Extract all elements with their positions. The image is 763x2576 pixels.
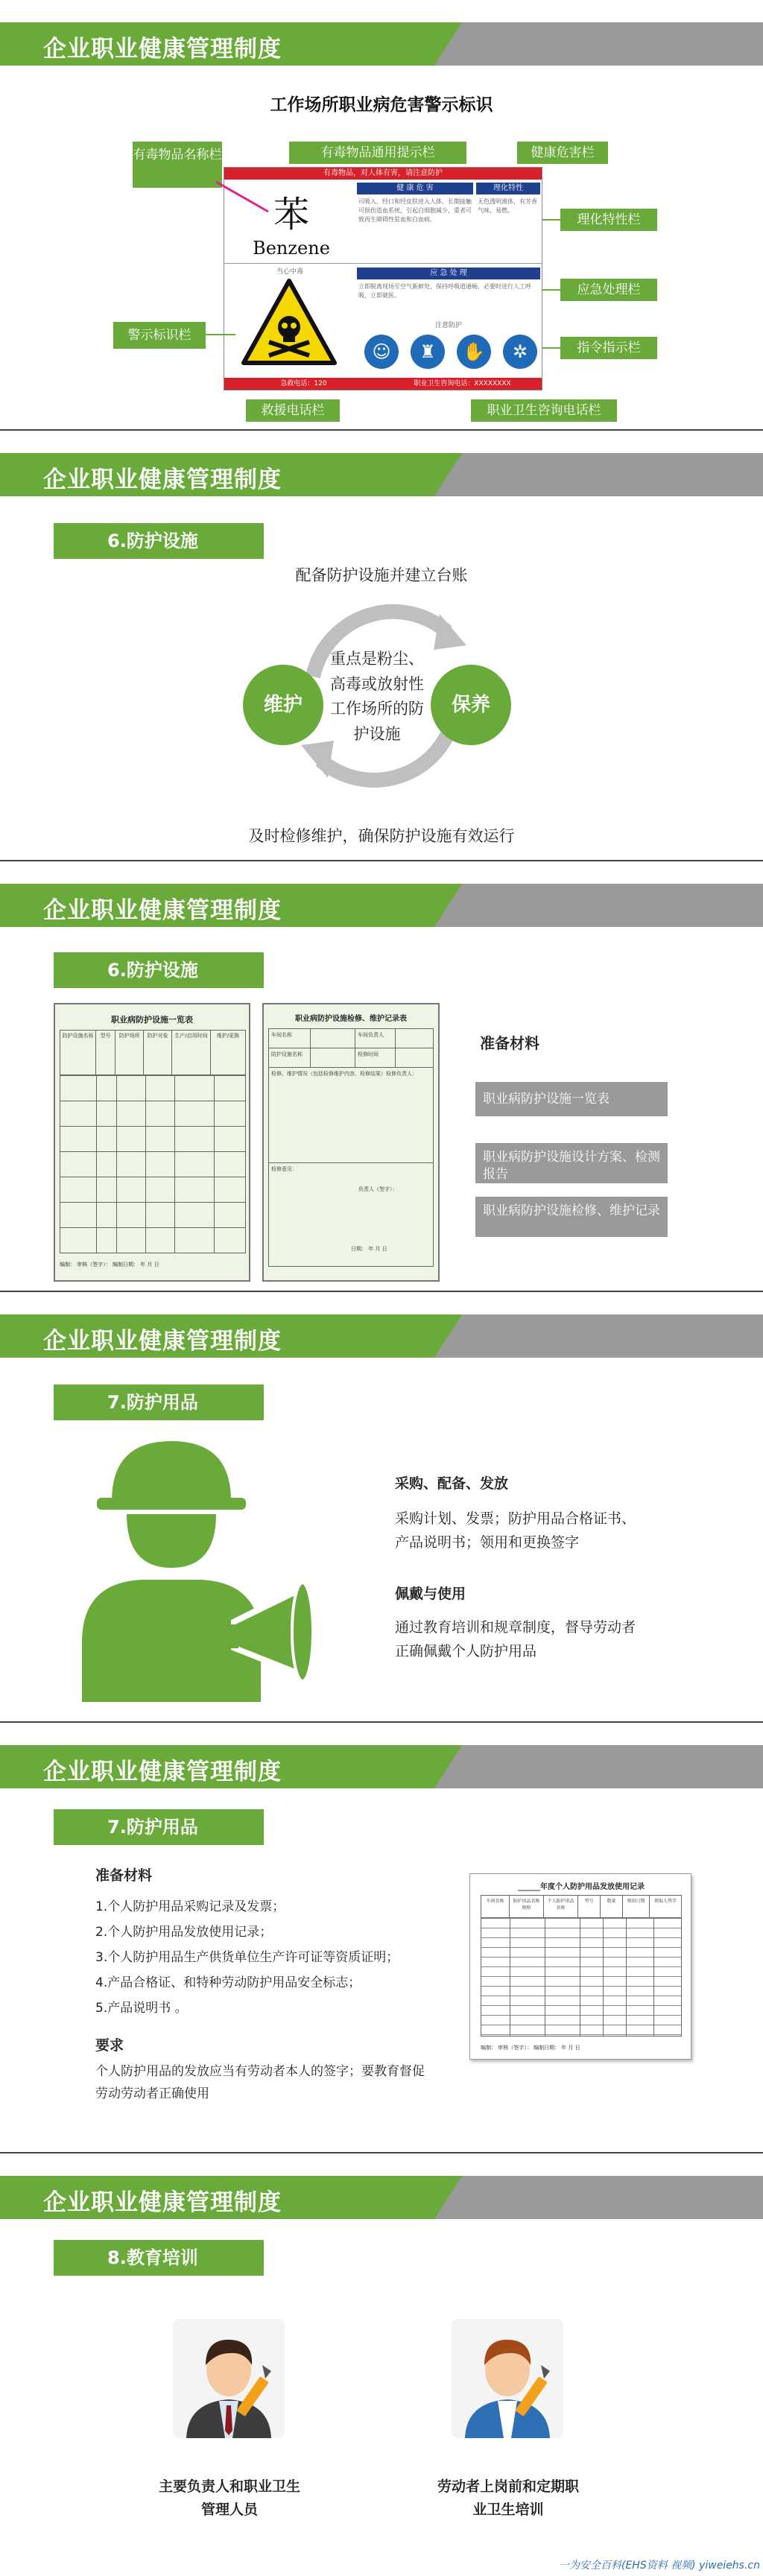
- doc-table: [481, 1895, 682, 2037]
- header-title: 企业职业健康管理制度: [43, 897, 282, 924]
- material-item-2: 职业病防护设施设计方案、检测报告: [475, 1143, 668, 1183]
- doc1-header-cell: 维护/更换: [216, 1033, 240, 1039]
- slide-warning-sign: [0, 0, 763, 429]
- ventilation-icon: ✲: [503, 335, 537, 369]
- header-banner: [0, 453, 763, 496]
- cycle-center-text: 重点是粉尘、高毒或放射性工作场所的防护设施: [330, 650, 424, 743]
- doc-rows: [481, 1918, 681, 2036]
- doc1-header-cell: 防护设施名称: [60, 1031, 96, 1075]
- rescue-phone-bar: 急救电话：120: [224, 378, 383, 390]
- doc1-header-cell: 型号: [96, 1031, 115, 1075]
- callout-general-tip: 有毒物品通用提示栏: [289, 142, 466, 164]
- header-title: 企业职业健康管理制度: [43, 2189, 282, 2216]
- physchem-title: 理化特性: [476, 183, 540, 194]
- instruction-icons: [363, 332, 539, 373]
- callout-emergency: 应急处理栏: [560, 279, 657, 301]
- divider: [224, 263, 542, 264]
- maintain-circle: [243, 665, 323, 745]
- doc1-header-cell: 防护对象: [144, 1031, 172, 1075]
- doc1-header-cell: 生产/启用时间: [172, 1031, 211, 1075]
- doc-title: ______年度个人防护用品发放使用记录: [518, 1883, 645, 1891]
- worker-training-label: 劳动者上岗前和定期职业卫生培训: [437, 2478, 579, 2519]
- doc1-rows: [60, 1075, 245, 1253]
- header-banner: [0, 884, 763, 927]
- procurement-heading: 采购、配备、发放: [395, 1475, 509, 1492]
- slide-equipment-materials: [0, 1723, 763, 2152]
- header-banner: [0, 1745, 763, 1788]
- cycle-bottom-text: 及时检修维护，确保防护设施有效运行: [248, 827, 515, 845]
- header-title: 企业职业健康管理制度: [43, 466, 282, 493]
- physchem-text: 无色透明液体，有芳香气味，易燃。: [478, 198, 537, 214]
- health-hazard-title: 健 康 危 害: [357, 183, 473, 194]
- callout-rescue-phone: 救援电话栏: [246, 399, 340, 422]
- material-item-1: 职业病防护设施一览表: [475, 1082, 668, 1116]
- toxic-warning-icon: [241, 278, 338, 366]
- callout-consult-phone: 职业卫生咨询电话栏: [471, 399, 617, 422]
- pointer-line: [216, 179, 276, 224]
- doc1-header-cell: 防护场所: [115, 1031, 144, 1075]
- doc1-table: [60, 1030, 246, 1253]
- manager-avatar-icon: [173, 2319, 285, 2438]
- header-banner: [0, 1314, 763, 1358]
- consult-phone-bar: 职业卫生咨询电话：XXXXXXXX: [383, 378, 542, 390]
- doc-header-row: 车间名称 防护用品名称规格 个人防护用品名称 型号 数量 领用日期 领取人签字: [481, 1896, 681, 1918]
- material-item-1: 1.个人防护用品采购记录及发票；: [95, 1899, 285, 1914]
- mask-icon: ☺: [364, 335, 399, 369]
- section-tag: 7.防护用品: [54, 1809, 264, 1845]
- upkeep-circle: [431, 665, 511, 745]
- header-banner: [0, 2176, 763, 2219]
- facility-list-document: [54, 1003, 250, 1282]
- health-hazard-text: 可吸入、经口和经皮肤进入人体，长期接触可损伤造血系统，引起白细胞减少，重者可致再生障碍性贫血和白血病。: [358, 198, 472, 223]
- material-item-5: 5.产品说明书 。: [95, 2001, 188, 2016]
- slide-training: [0, 2153, 763, 2576]
- callout-health-hazard: 健康危害栏: [517, 142, 608, 164]
- emergency-title: 应 急 处 理: [357, 268, 540, 279]
- doc1-footer: 编制： 审核（签字）： 编制日期： 年 月 日: [60, 1262, 159, 1268]
- upkeep-label: 保养: [451, 694, 490, 716]
- issue-record-document: [469, 1873, 691, 2060]
- prep-title: 准备材料: [480, 1034, 539, 1052]
- slide-protective-facilities-cycle: [0, 431, 763, 860]
- slide-heading: 工作场所职业病危害警示标识: [270, 95, 493, 115]
- section-tag: 6.防护设施: [54, 523, 264, 559]
- callout-warning-sign: 警示标识栏: [113, 322, 206, 349]
- doc2-row2: 防护设施名称 检修时间: [269, 1048, 433, 1068]
- gloves-icon: ✋: [457, 335, 491, 369]
- wear-label: 注意防护: [434, 322, 462, 329]
- header-title: 企业职业健康管理制度: [43, 36, 282, 63]
- doc2-row1: 车间名称 车间负责人: [269, 1029, 433, 1048]
- usage-heading: 佩戴与使用: [395, 1586, 466, 1602]
- worker-avatar-icon: [452, 2319, 563, 2438]
- callout-instruction: 指令指示栏: [560, 337, 657, 359]
- callout-physchem: 理化特性栏: [560, 209, 657, 231]
- cycle-top-text: 配备防护设施并建立台账: [295, 566, 468, 584]
- section-tag: 7.防护用品: [54, 1384, 264, 1420]
- requirement-text: 个人防护用品的发放应当有劳动者本人的签字；要教育督促劳动劳动者正确使用: [95, 2064, 425, 2101]
- substance-name-en: Benzene: [253, 238, 330, 259]
- footer-watermark[interactable]: 一为安全百科(EHS资料 视频) yiweiehs.cn: [558, 2560, 760, 2572]
- material-item-3: 职业病防护设施检修、维护记录: [475, 1197, 668, 1237]
- doc2-row4: 检修意见： 负责人（签字）： 日期： 年 月 日: [271, 1166, 398, 1252]
- emergency-text: 立即脱离现场至空气新鲜处，保持呼吸道通畅，必要时进行人工呼吸，立即就医。: [358, 283, 531, 299]
- prep-title: 准备材料: [95, 1867, 153, 1884]
- slide-protective-equipment: [0, 1292, 763, 1721]
- material-item-4: 4.产品合格证、和特种劳动防护用品安全标志；: [95, 1975, 361, 1990]
- substance-name-cn: 苯: [273, 194, 309, 235]
- card-top-bar: 有毒物品，对人体有害，请注意防护: [224, 168, 542, 180]
- procurement-text: 采购计划、发票；防护用品合格证书、产品说明书；领用和更换签字: [395, 1510, 636, 1551]
- facility-maintenance-document: [262, 1003, 440, 1282]
- material-item-3: 3.个人防护用品生产供货单位生产许可证等资质证明；: [95, 1950, 399, 1965]
- header-banner: [0, 22, 763, 66]
- material-item-2: 2.个人防护用品发放使用记录；: [95, 1925, 273, 1940]
- doc-footer: 编制： 审核（签字）： 编制日期： 年 月 日: [481, 2045, 580, 2051]
- suit-icon: ♜: [411, 335, 445, 369]
- doc2-title: 职业病防护设施检修、维护记录表: [295, 1015, 407, 1023]
- doc2-row3: 检修、维护情况（包括检修维护内容、检修结果）检修负责人：: [269, 1068, 433, 1163]
- when-label: 当心中毒: [276, 268, 303, 276]
- requirement-title: 要求: [95, 2037, 124, 2054]
- doc1-header-row: [60, 1031, 245, 1075]
- doc2-table: [268, 1028, 434, 1267]
- header-title: 企业职业健康管理制度: [43, 1759, 282, 1785]
- section-tag: 8.教育培训: [54, 2240, 264, 2276]
- callout-toxic-name: 有毒物品名称栏: [133, 142, 222, 188]
- doc1-title: 职业病防护设施一览表: [111, 1015, 193, 1025]
- slide-facility-documents: [0, 861, 763, 1291]
- header-title: 企业职业健康管理制度: [43, 1328, 282, 1355]
- maintain-label: 维护: [263, 694, 303, 716]
- manager-training-label: 主要负责人和职业卫生管理人员: [158, 2478, 300, 2519]
- worker-megaphone-icon: [82, 1434, 320, 1702]
- section-tag: 6.防护设施: [54, 952, 264, 988]
- usage-text: 通过教育培训和规章制度，督导劳动者正确佩戴个人防护用品: [395, 1619, 636, 1660]
